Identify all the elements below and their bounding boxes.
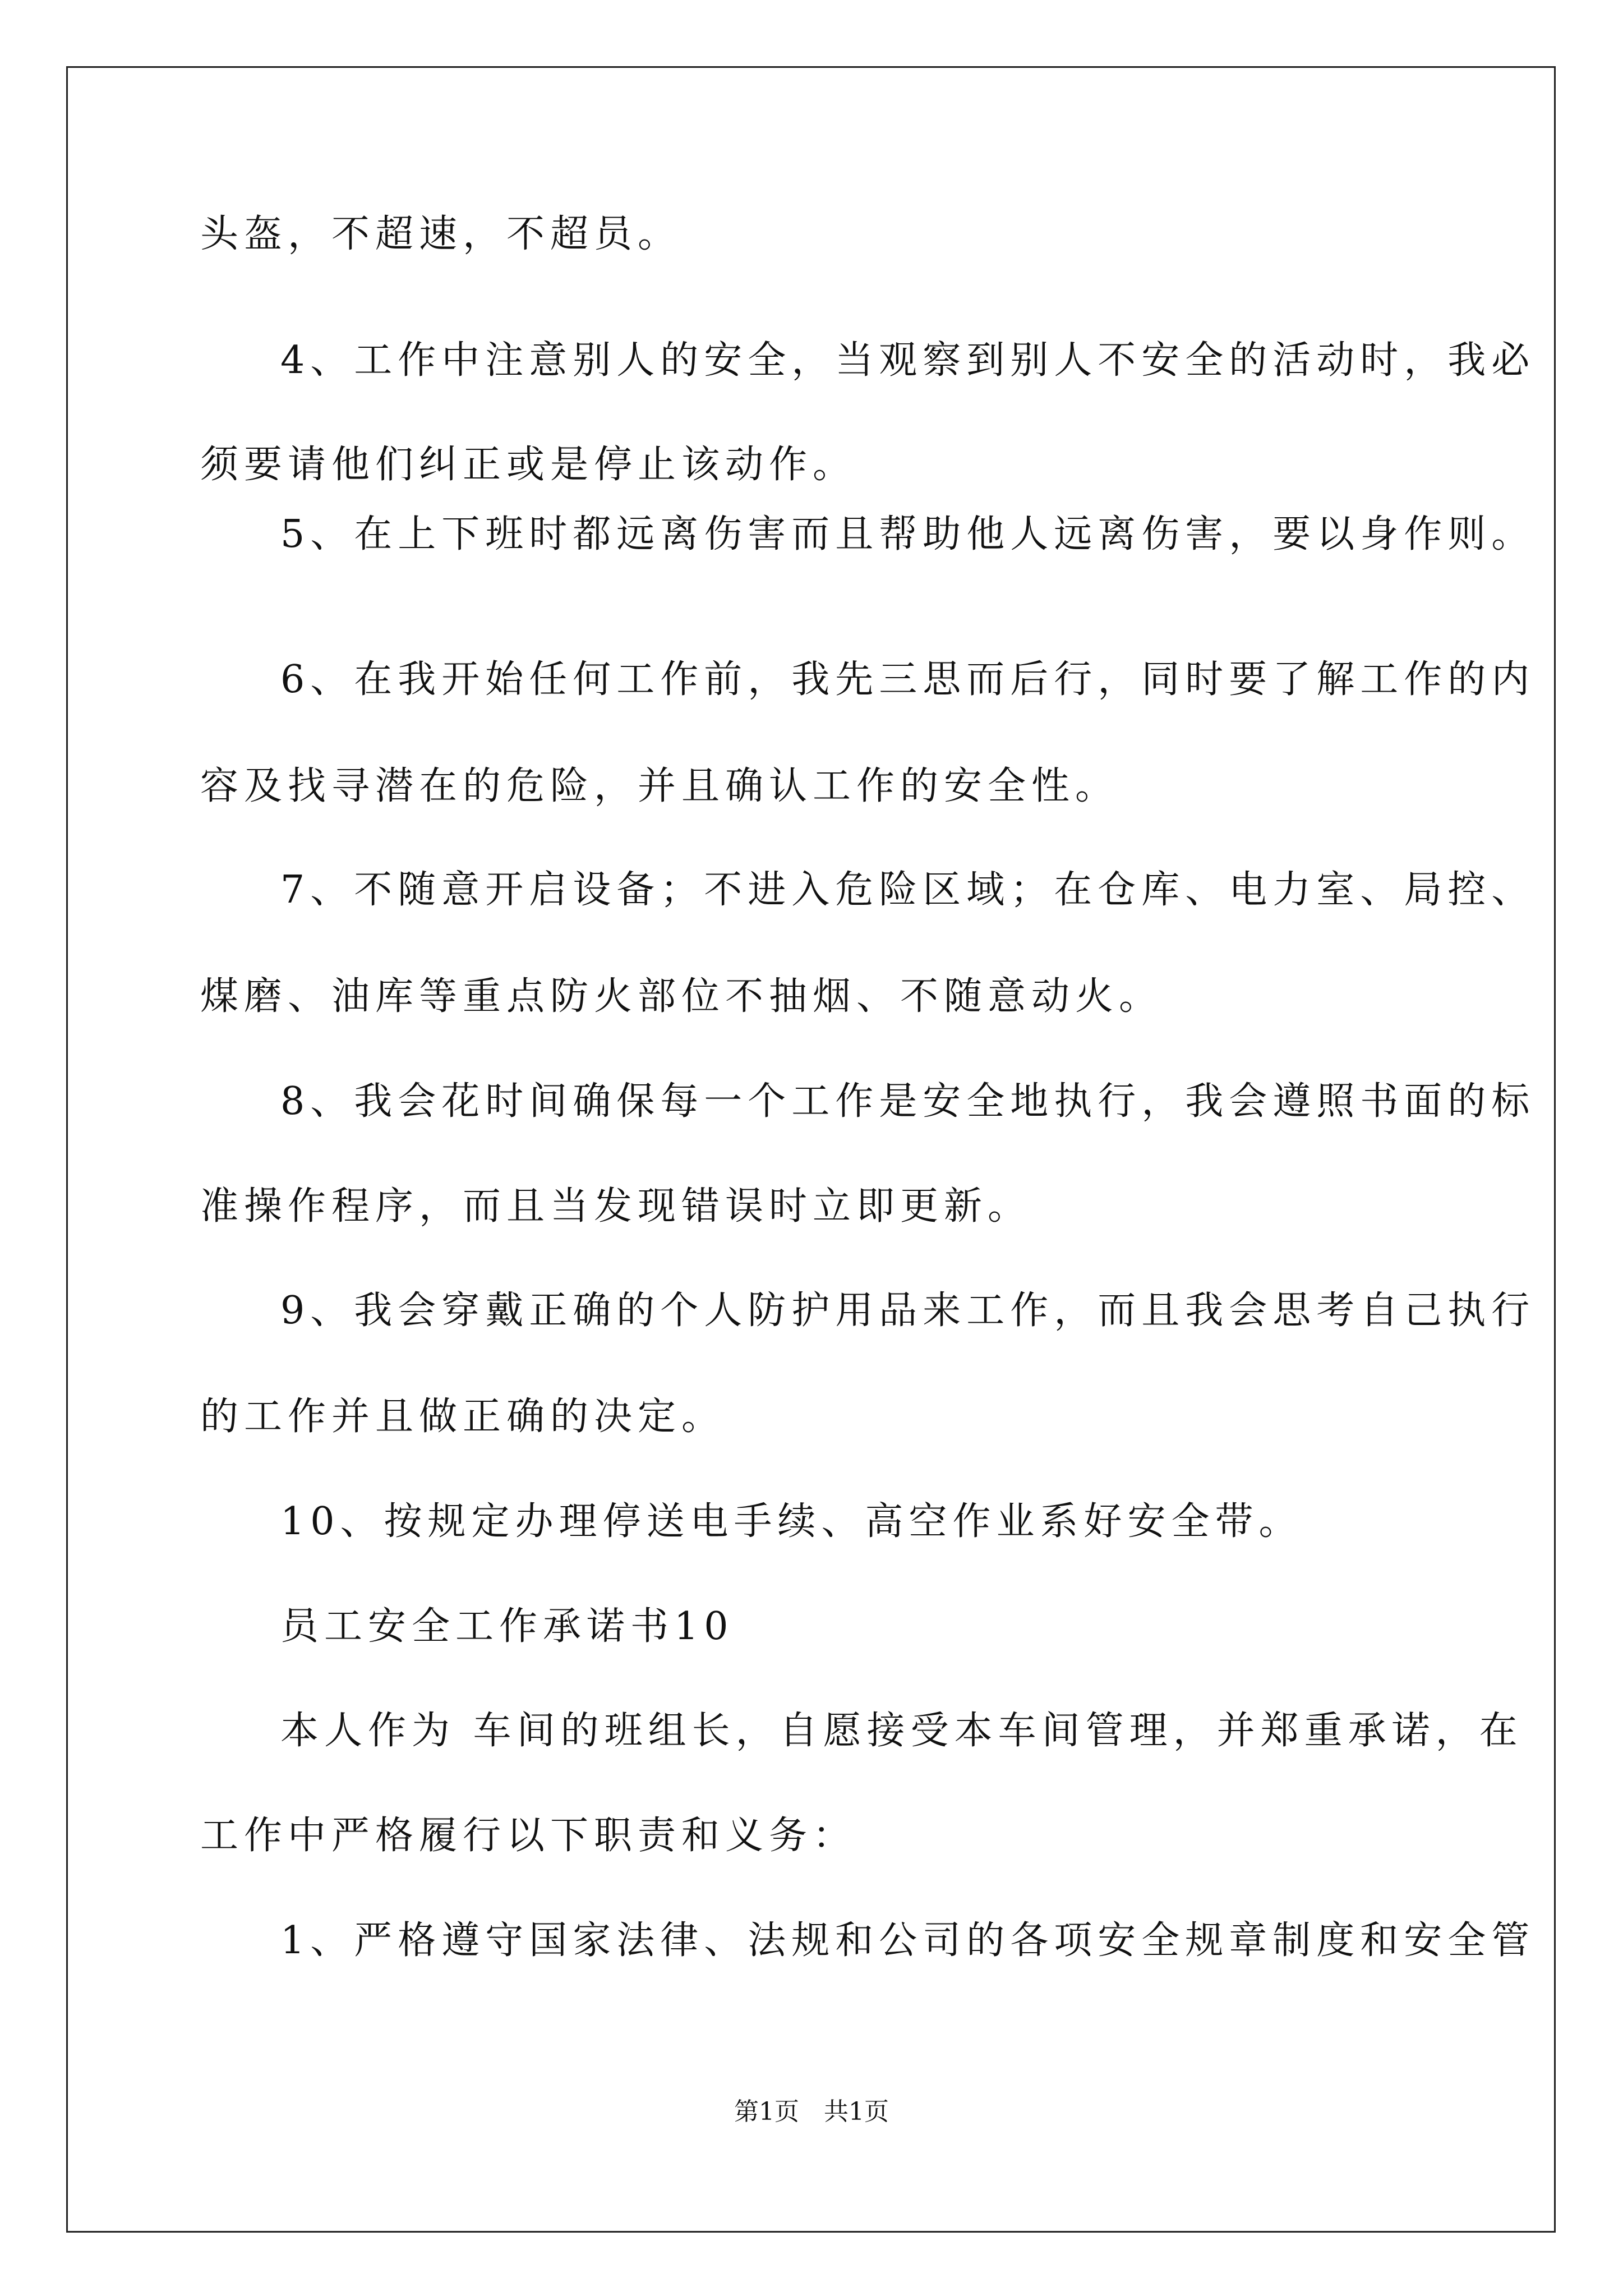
page-border — [66, 66, 1556, 2233]
text-line-1: 头盔，不超速，不超员。 — [200, 212, 682, 256]
text-line-9: 8、我会花时间确保每一个工作是安全地执行，我会遵照书面的标 — [280, 1079, 1536, 1124]
text-line-12: 的工作并且做正确的决定。 — [200, 1395, 726, 1439]
text-line-17: 1、严格遵守国家法律、法规和公司的各项安全规章制度和安全管 — [280, 1918, 1536, 1963]
text-line-3: 须要请他们纠正或是停止该动作。 — [200, 443, 857, 487]
text-line-8: 煤磨、油库等重点防火部位不抽烟、不随意动火。 — [200, 974, 1163, 1019]
text-line-6: 容及找寻潜在的危险，并且确认工作的安全性。 — [200, 764, 1119, 808]
text-line-5: 6、在我开始任何工作前，我先三思而后行，同时要了解工作的内 — [280, 657, 1536, 702]
text-line-10: 准操作程序，而且当发现错误时立即更新。 — [200, 1184, 1032, 1228]
section-heading: 员工安全工作承诺书10 — [280, 1604, 734, 1649]
text-line-11: 9、我会穿戴正确的个人防护用品来工作，而且我会思考自己执行 — [280, 1289, 1536, 1333]
text-line-2: 4、工作中注意别人的安全，当观察到别人不安全的活动时，我必 — [280, 338, 1536, 383]
text-line-4: 5、在上下班时都远离伤害而且帮助他人远离伤害，要以身作则。 — [280, 512, 1536, 556]
text-line-13: 10、按规定办理停送电手续、高空作业系好安全带。 — [280, 1499, 1303, 1544]
text-line-15: 本人作为 车间的班组长，自愿接受本车间管理，并郑重承诺，在 — [280, 1709, 1523, 1753]
text-line-16: 工作中严格履行以下职责和义务： — [200, 1814, 857, 1858]
text-line-7: 7、不随意开启设备；不进入危险区域；在仓库、电力室、局控、 — [280, 868, 1536, 912]
page-footer: 第1页 共1页 — [734, 2097, 889, 2126]
